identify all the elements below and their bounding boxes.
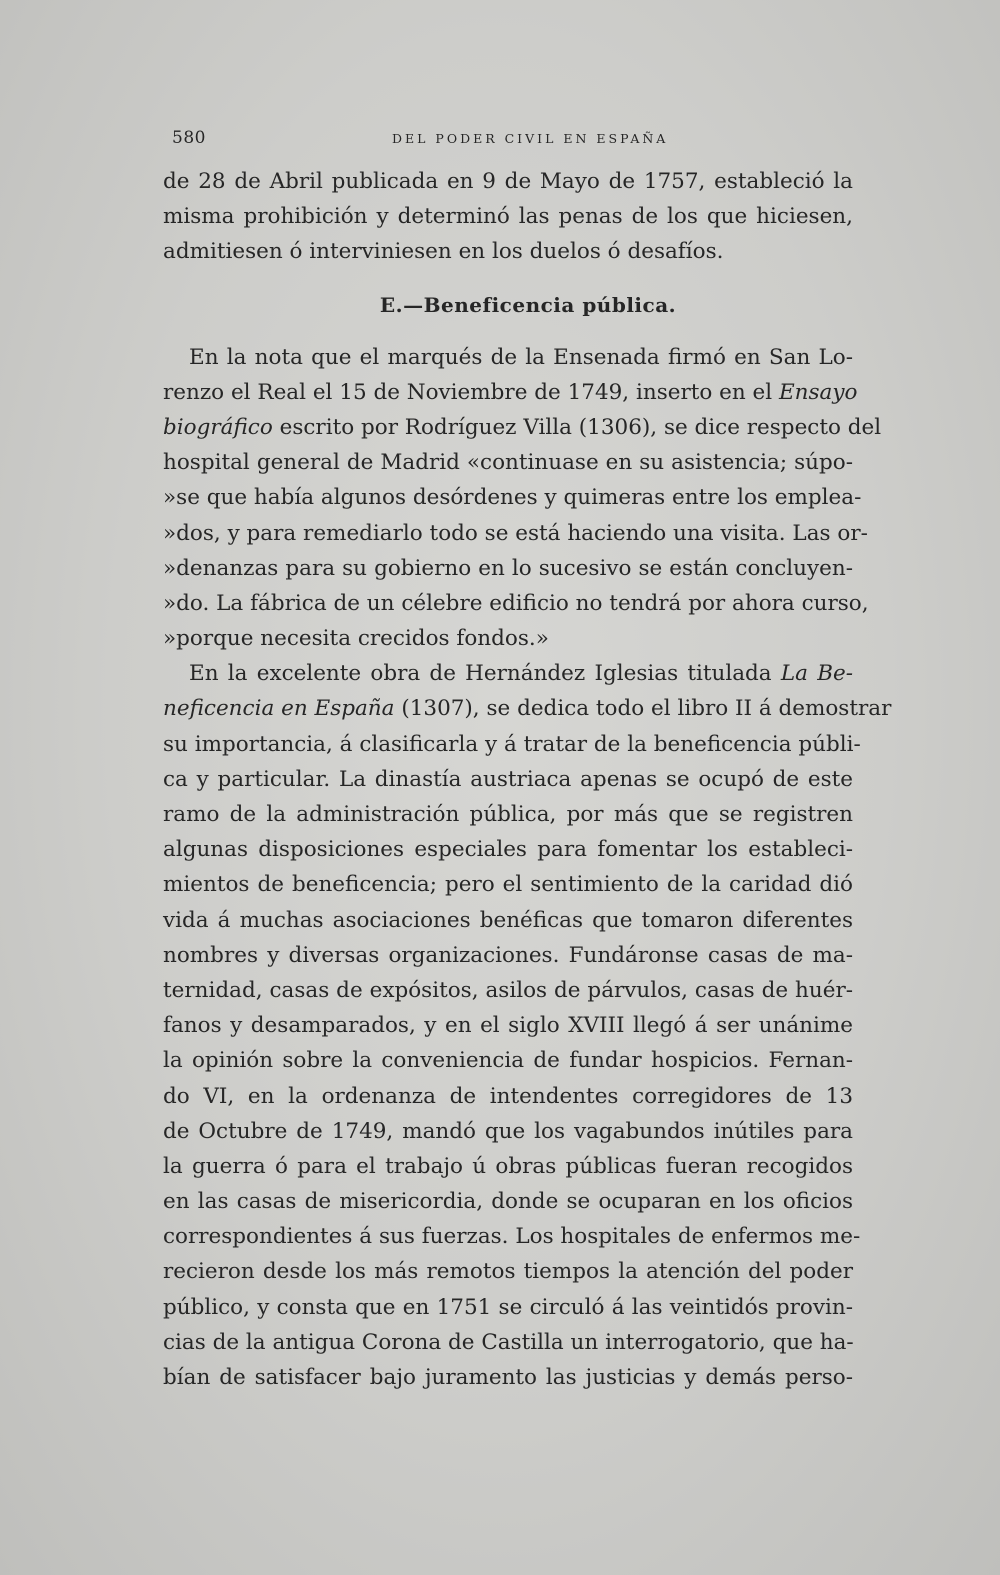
text-run: renzo el Real el 15 de Noviembre de 1749, inserto en el (163, 379, 779, 405)
text-run: En la excelente obra de Hernández Iglesias titulada (189, 661, 781, 687)
text-line: vida á muchas asociaciones benéficas que tomaron diferentes (163, 907, 853, 933)
text-line: nombres y diversas organizaciones. Fundáronse casas de ma- (163, 942, 853, 968)
text-line: la guerra ó para el trabajo ú obras públicas fueran recogidos (163, 1153, 853, 1179)
text-line: mientos de beneficencia; pero el sentimiento de la caridad dió (163, 872, 853, 898)
text-line: misma prohibición y determinó las penas de los que hiciesen, (163, 204, 853, 230)
text-line: de Octubre de 1749, mandó que los vagabundos inútiles para (163, 1118, 853, 1144)
running-head: DEL PODER CIVIL EN ESPAÑA (392, 131, 669, 146)
paragraph-hernandez (163, 656, 892, 1395)
text-line: hospital general de Madrid «continuase en su asistencia; súpo- (163, 450, 853, 476)
text-line: de 28 de Abril publicada en 9 de Mayo de 1757, estableció la (163, 169, 853, 194)
text-line: »denanzas para su gobierno en lo sucesivo se están concluyen- (163, 555, 853, 581)
text-line: »se que había algunos desórdenes y quimeras entre los emplea- (163, 485, 862, 511)
text-line: admitiesen ó interviniesen en los duelos ó desafíos. (163, 239, 724, 265)
book-title-italic: La Be- (780, 661, 853, 687)
text-line: la opinión sobre la conveniencia de fundar hospicios. Fernan- (163, 1048, 853, 1074)
text-run: (1307), se dedica todo el libro II á demostrar (394, 696, 892, 722)
paragraph-ensenada (163, 340, 882, 657)
page-number: 580 (172, 128, 206, 148)
page-header (172, 128, 854, 152)
text-line (163, 691, 892, 726)
text-line: en las casas de misericordia, donde se ocuparan en los oficios (163, 1189, 853, 1215)
text-run: escrito por Rodríguez Villa (1306), se dice respecto del (272, 414, 882, 440)
text-line (163, 656, 853, 691)
text-line (163, 410, 882, 445)
text-line: bían de satisfacer bajo juramento las justicias y demás perso- (163, 1365, 853, 1390)
text-line: algunas disposiciones especiales para fomentar los estableci- (163, 837, 853, 863)
text-line: ternidad, casas de expósitos, asilos de párvulos, casas de huér- (163, 977, 853, 1003)
text-line: cias de la antigua Corona de Castilla un interrogatorio, que ha- (163, 1329, 854, 1355)
text-line: »dos, y para remediarlo todo se está haciendo una visita. Las or- (163, 520, 868, 546)
text-line: ramo de la administración pública, por más que se registren (163, 802, 853, 827)
book-title-italic: biográfico (163, 414, 273, 440)
text-line: fanos y desamparados, y en el siglo XVIII llegó á ser unánime (163, 1013, 853, 1039)
text-line: recieron desde los más remotos tiempos la atención del poder (163, 1259, 853, 1285)
body-text (163, 164, 892, 1395)
section-heading: E.—Beneficencia pública. (379, 292, 677, 317)
text-line: ca y particular. La dinastía austriaca apenas se ocupó de este (163, 766, 853, 792)
intro-paragraph (163, 164, 853, 270)
book-title-italic: Ensayo (778, 379, 858, 405)
text-line: su importancia, á clasificarla y á tratar de la beneficencia públi- (163, 731, 861, 757)
text-line (163, 375, 858, 410)
text-line: »porque necesita crecidos fondos.» (163, 626, 549, 652)
text-line: público, y consta que en 1751 se circuló á las veintidós provin- (163, 1294, 853, 1320)
text-line: do VI, en la ordenanza de intendentes corregidores de 13 (163, 1083, 853, 1109)
book-title-italic: neficencia en España (163, 696, 395, 722)
text-line: correspondientes á sus fuerzas. Los hospitales de enfermos me- (163, 1224, 861, 1250)
text-line: En la nota que el marqués de la Ensenada firmó en San Lo- (189, 344, 853, 370)
text-line: »do. La fábrica de un célebre edificio no tendrá por ahora curso, (163, 590, 869, 616)
